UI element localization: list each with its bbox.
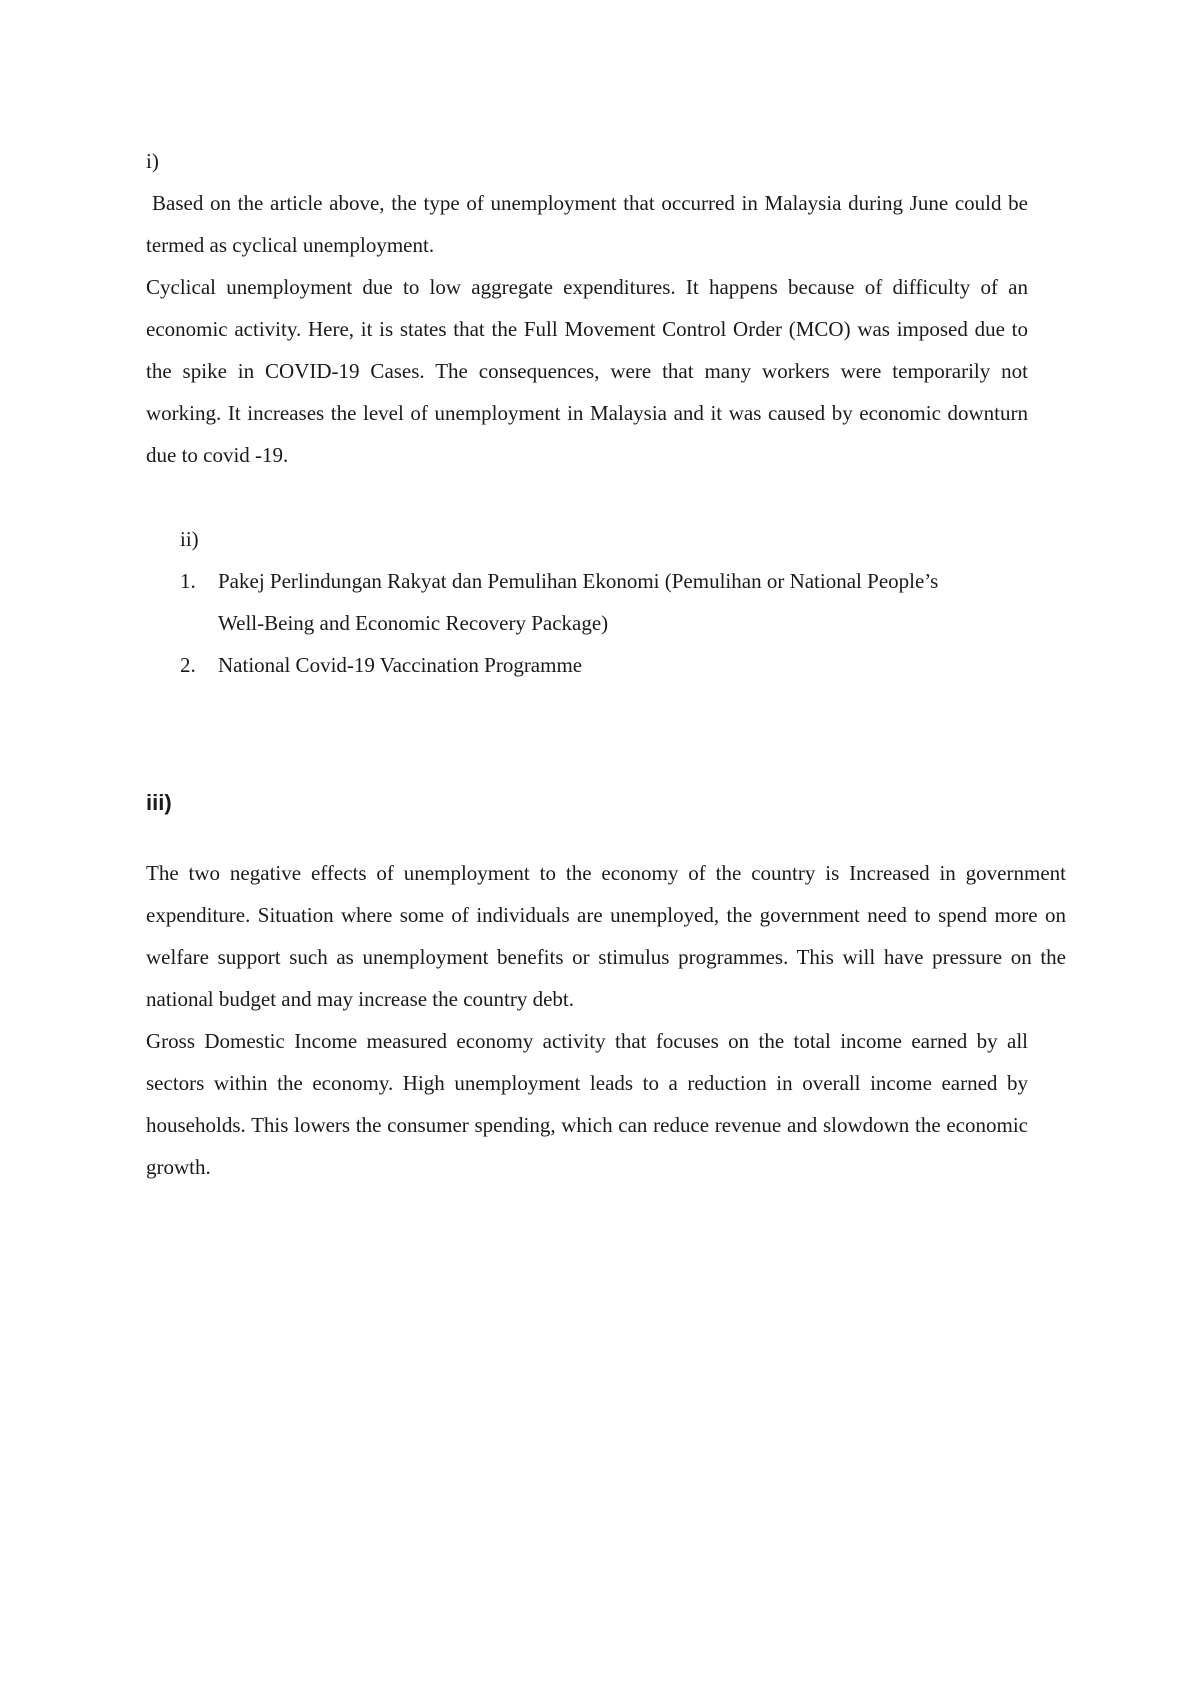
list-item-number: 2.: [180, 653, 196, 677]
section-i-label: i): [146, 149, 159, 173]
section-i-paragraph-1: Based on the article above, the type of unemployment that occurred in Malaysia during June could be termed as cyclical unemployment.: [146, 191, 1028, 257]
section-iii-spacer: [146, 824, 1028, 852]
list-item: [180, 560, 980, 644]
list-item-number: 1.: [180, 569, 196, 593]
list-item-text: Pakej Perlindungan Rakyat dan Pemulihan Ekonomi (Pemulihan or National People’s Well-Being and Economic Recovery Package): [218, 569, 939, 635]
section-i-paragraph-2: Cyclical unemployment due to low aggregate expenditures. It happens because of difficulty of an economic activity. Here, it is states that the Full Movement Control Order (MCO) was imposed due to the spike in COVID-19 Cases. The consequences, were that many workers were temporarily not working. It increases the level of unemployment in Malaysia and it was caused by economic downturn due to covid -19.: [146, 275, 1028, 467]
section-ii: [180, 518, 980, 686]
section-ii-label: ii): [180, 527, 199, 551]
section-i: [146, 140, 1028, 476]
section-iii-paragraph-1: The two negative effects of unemployment to the economy of the country is Increased in government expenditure. Situation where some of individuals are unemployed, the government need to spend more on welfare support such as unemployment benefits or stimulus programmes. This will have pressure on the national budget and may increase the country debt.: [146, 861, 1066, 1011]
list-item: [180, 644, 980, 686]
list-item-text: National Covid-19 Vaccination Programme: [218, 653, 583, 677]
section-iii-paragraph-2: Gross Domestic Income measured economy activity that focuses on the total income earned by all sectors within the economy. High unemployment leads to a reduction in overall income earned by households. This lowers the consumer spending, which can reduce revenue and slowdown the economic growth.: [146, 1029, 1028, 1179]
section-iii-label: iii): [146, 790, 172, 815]
section-iii: [146, 782, 1066, 1188]
section-ii-list: [180, 560, 980, 686]
